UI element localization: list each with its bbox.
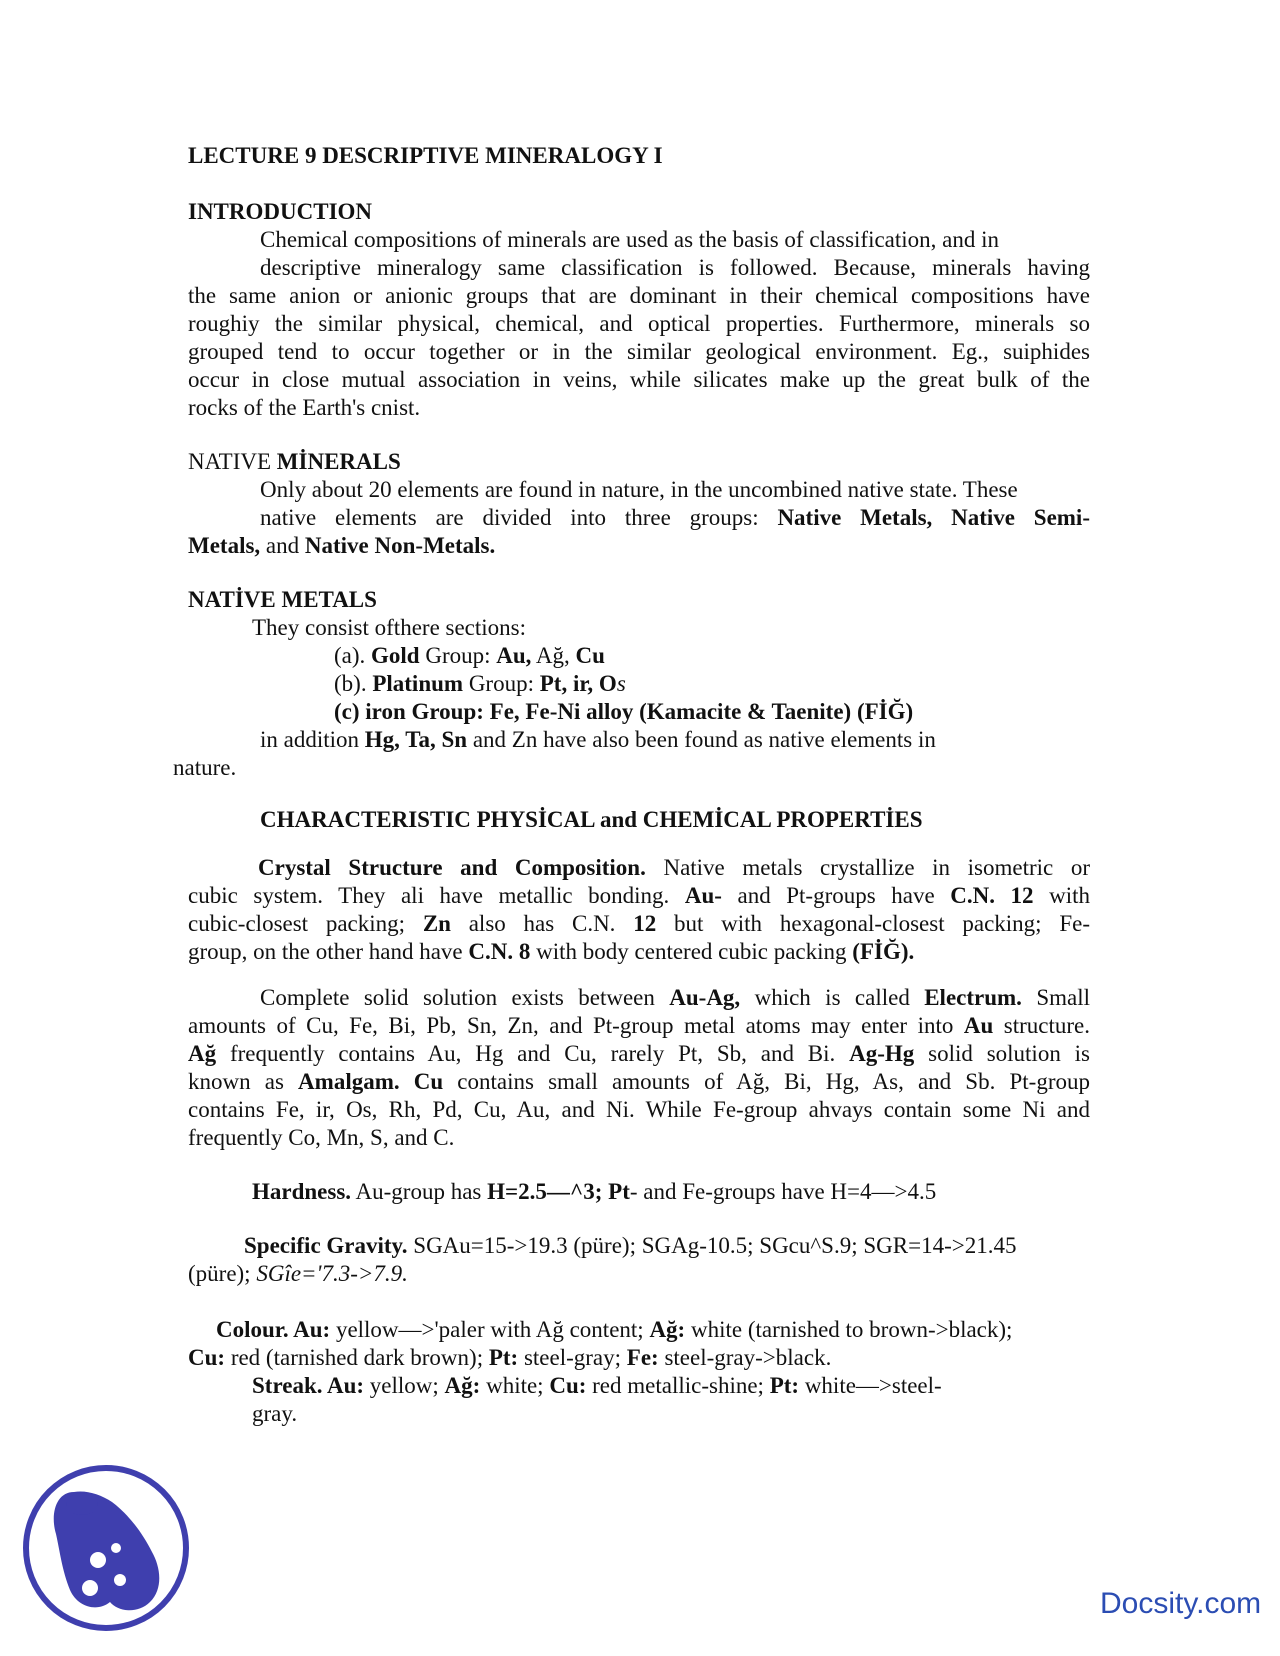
- properties-heading: CHARACTERISTIC PHYSİCAL and CHEMİCAL PROPERTİES: [260, 807, 923, 832]
- lecture-title: LECTURE 9 DESCRIPTIVE MINERALOGY I: [188, 143, 663, 168]
- introduction-heading: INTRODUCTION: [188, 199, 373, 224]
- gold-group-item: (a). Gold Group: Au, Ağ, Cu: [334, 643, 605, 668]
- native-minerals-heading: NATIVE MİNERALS: [188, 449, 401, 474]
- iron-group-item: (c) iron Group: Fe, Fe-Ni alloy (Kamacite & Taenite) (FİĞ): [334, 699, 914, 724]
- hardness-paragraph: Hardness. Au-group has H=2.5—^3; Pt- and Fe-groups have H=4—>4.5: [252, 1179, 937, 1204]
- platinum-group-item: (b). Platinum Group: Pt, ir, Os: [334, 671, 626, 696]
- document-page: LECTURE 9 DESCRIPTIVE MINERALOGY I INTRODUCTION Chemical compositions of minerals are used as the basis of classification, and in descriptive mineralogy same classification is followed. Because, minerals having the same anion or anionic groups that are dominant in their chemical compositions have roughiy the similar physical, chemical, and optical properties. Furthermore, minerals so grouped tend to occur together or in the similar geological environment. Eg., suiphides occur in close mutual association in veins, while silicates make up the great bulk of the rocks of the Earth's cnist. NATIVE MİNERALS Only about 20 elements are found in nature, in the uncombined native state. These native elements are divided into three groups: Native Metals, Native Semi- Metals, and Native Non-Metals. NATİVE METALS They consist ofthere sections: (a). Gold Group: Au, Ağ, Cu (b). Platinum Group: Pt, ir, Os (c) iron Group: Fe, Fe-Ni alloy (Kamacite & Taenite) (FİĞ) in addition Hg, Ta, Sn and Zn have also been found as native elements in nature. CHARACTERISTIC PHYSİCAL and CHEMİCAL PROPERTİES Crystal Structure and Composition. Native metals crystallize in isometric or cubic system. They ali have metallic bonding. Au- and Pt-groups have C.N. 12 with cubic-closest packing; Zn also has C.N. 12 but with hexagonal-closest packing; Fe- group, on the other hand have C.N. 8 with body centered cubic packing (FİĞ). Complete solid solution exists between Au-Ag, which is called Electrum. Small amounts of Cu, Fe, Bi, Pb, Sn, Zn, and Pt-group metal atoms may enter into Au structure. Ağ frequently contains Au, Hg and Cu, rarely Pt, Sb, and Bi. Ag-Hg solid solution is known as Amalgam. Cu contains small amounts of Ağ, Bi, Hg, As, and Sb. Pt-group contains Fe, ir, Os, Rh, Pd, Cu, Au, and Ni. While Fe-group ahvays contain some Ni and frequently Co, Mn, S, and C. Hardness. Au-group has H=2.5—^3; Pt- and Fe-groups have H=4—>4.5 Specific Gravity. SGAu=15->19.3 (püre); SGAg-10.5; SGcu^S.9; SGR=14->21.45 (püre); SGîe='7.3->7.9. Colour. Au: yellow—>'paler with Ağ content; Ağ: white (tarnished to brown->black); Cu: red (tarnished dark brown); Pt: steel-gray; Fe: steel-gray->black. Streak. Au: yellow; Ağ: white; Cu: red metallic-shine; Pt: white—>steel- gray. Docsity.com: [0, 0, 1280, 1656]
- native-metals-heading: NATİVE METALS: [188, 587, 377, 612]
- docsity-watermark[interactable]: Docsity.com: [1100, 1587, 1262, 1620]
- docsity-logo-icon[interactable]: [20, 1462, 192, 1634]
